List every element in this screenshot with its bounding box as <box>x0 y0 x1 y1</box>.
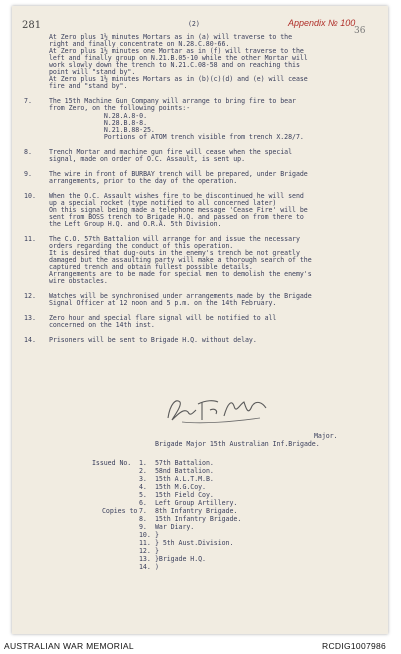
intro-line: At Zero plus 1½ minutes Mortars as in (b)(c)(d) and (e) will cease <box>49 75 308 83</box>
distribution-no: 2. <box>139 467 147 475</box>
distribution-name: Left Group Artillery. <box>155 499 238 507</box>
paragraph-line: N.28.B.8-8. <box>49 119 147 127</box>
distribution-name: 57th Battalion. <box>155 459 214 467</box>
paragraph-line: It is desired that dug-outs in the enemy's trench be not greatly <box>49 249 300 257</box>
distribution-no: 5. <box>139 491 147 499</box>
intro-line: fire and "stand by". <box>49 82 128 90</box>
archive-footer-left: AUSTRALIAN WAR MEMORIAL <box>4 641 134 651</box>
paragraph-line: Arrangements are to be made for special men to demolish the enemy's <box>49 270 312 278</box>
distribution-no: 9. <box>139 523 147 531</box>
distribution-name: 58nd Battalion. <box>155 467 214 475</box>
archive-footer-right: RCDIG1007986 <box>322 641 387 651</box>
paragraph-line: On this signal being made a telephone message 'Cease Fire' will be <box>49 206 308 214</box>
intro-line: point will "stand by". <box>49 68 136 76</box>
paragraph-number: 14. <box>24 336 36 344</box>
paragraph-line: The wire in front of BURBAY trench will be prepared, under Brigade <box>49 170 308 178</box>
distribution-name: 15th Field Coy. <box>155 491 214 499</box>
distribution-name: 15th M.G.Coy. <box>155 483 206 491</box>
distribution-no: 3. <box>139 475 147 483</box>
distribution-name: 15th Infantry Brigade. <box>155 515 242 523</box>
distribution-name: } <box>155 547 159 555</box>
distribution-no: 11. <box>139 539 151 547</box>
paragraph-number: 10. <box>24 192 36 200</box>
paragraph-number: 7. <box>24 97 32 105</box>
distribution-prefix: Issued No. <box>92 459 132 467</box>
intro-line: work slowly down the trench to N.21.C.08-58 and on reaching this <box>49 61 300 69</box>
distribution-no: 7. <box>139 507 147 515</box>
paragraph-line: When the O.C. Assault wishes fire to be discontinued he will send <box>49 192 304 200</box>
paragraph-line: wire obstacles. <box>49 277 108 285</box>
paragraph-line: from Zero, on the following points:- <box>49 104 191 112</box>
paragraph-line: the Left Group H.Q. and O.R.A. 5th Division. <box>49 220 222 228</box>
paragraph-line: The 15th Machine Gun Company will arrange to bring fire to bear <box>49 97 296 105</box>
paragraph-line: N.28.A.8-0. <box>49 112 147 120</box>
paragraph-line: up a special rocket (type notified to all concerned later) <box>49 199 277 207</box>
paragraph-line: Zero hour and special flare signal will be notified to all <box>49 314 277 322</box>
appendix-stamp: Appendix № 100 <box>288 18 356 28</box>
distribution-name: 8th Infantry Brigade. <box>155 507 238 515</box>
paragraph-line: Watches will be synchronised under arrangements made by the Brigade <box>49 292 312 300</box>
distribution-no: 8. <box>139 515 147 523</box>
distribution-no: 4. <box>139 483 147 491</box>
distribution-name: 15th A.L.T.M.B. <box>155 475 214 483</box>
intro-line: left and finally group on N.21.B.05-10 while the other Mortar will <box>49 54 308 62</box>
distribution-no: 13. <box>139 555 151 563</box>
distribution-name: War Diary. <box>155 523 195 531</box>
distribution-name: } <box>155 531 159 539</box>
page-corner-right: 36 <box>354 26 366 36</box>
signatory-title: Brigade Major 15th Australian Inf.Brigade. <box>155 440 320 448</box>
paragraph-line: damaged but the assaulting party will make a thorough search of the <box>49 256 312 264</box>
intro-line: At Zero plus 1½ minutes Mortars as in (a) will traverse to the <box>49 33 293 41</box>
distribution-no: 14. <box>139 563 151 571</box>
distribution-name: }Brigade H.Q. <box>155 555 206 563</box>
paragraph-line: N.21.B.88-25. <box>49 126 155 134</box>
paragraph-number: 9. <box>24 170 32 178</box>
paragraph-line: Trench Mortar and machine gun fire will cease when the special <box>49 148 293 156</box>
distribution-name: ) <box>155 563 159 571</box>
distribution-no: 6. <box>139 499 147 507</box>
paragraph-line: captured trench and obtain fullest possible details. <box>49 263 253 271</box>
paragraph-line: concerned on the 14th inst. <box>49 321 155 329</box>
handwritten-signature <box>162 392 272 428</box>
distribution-no: 12. <box>139 547 151 555</box>
paragraph-line: The C.O. 57th Battalion will arrange for and issue the necessary <box>49 235 300 243</box>
paragraph-line: Portions of ATOM trench visible from trench X.28/7. <box>49 133 304 141</box>
page-corner-number: 281 <box>22 20 42 31</box>
paragraph-line: orders regarding the conduct of this operation. <box>49 242 234 250</box>
paragraph-number: 13. <box>24 314 36 322</box>
paragraph-line: arrangements, prior to the day of the operation. <box>49 177 238 185</box>
paragraph-number: 12. <box>24 292 36 300</box>
distribution-name: } 5th Aust.Division. <box>155 539 234 547</box>
signatory-rank: Major. <box>314 432 338 440</box>
distribution-no: 10. <box>139 531 151 539</box>
paragraph-number: 8. <box>24 148 32 156</box>
intro-line: At Zero plus 1½ minutes one Mortar as in (f) will traverse to the <box>49 47 304 55</box>
page-label: (2) <box>188 20 200 28</box>
paragraph-line: sent from BOSS trench to Brigade H.Q. and passed on from there to <box>49 213 304 221</box>
intro-line: right and finally concentrate on N.28.C.80-66. <box>49 40 230 48</box>
paragraph-line: signal, made on order of O.C. Assault, is sent up. <box>49 155 245 163</box>
paragraph-line: Prisoners will be sent to Brigade H.Q. without delay. <box>49 336 257 344</box>
document-page <box>12 6 388 634</box>
distribution-prefix: Copies to <box>102 507 138 515</box>
distribution-no: 1. <box>139 459 147 467</box>
paragraph-line: Signal Officer at 12 noon and 5 p.m. on the 14th February. <box>49 299 277 307</box>
paragraph-number: 11. <box>24 235 36 243</box>
